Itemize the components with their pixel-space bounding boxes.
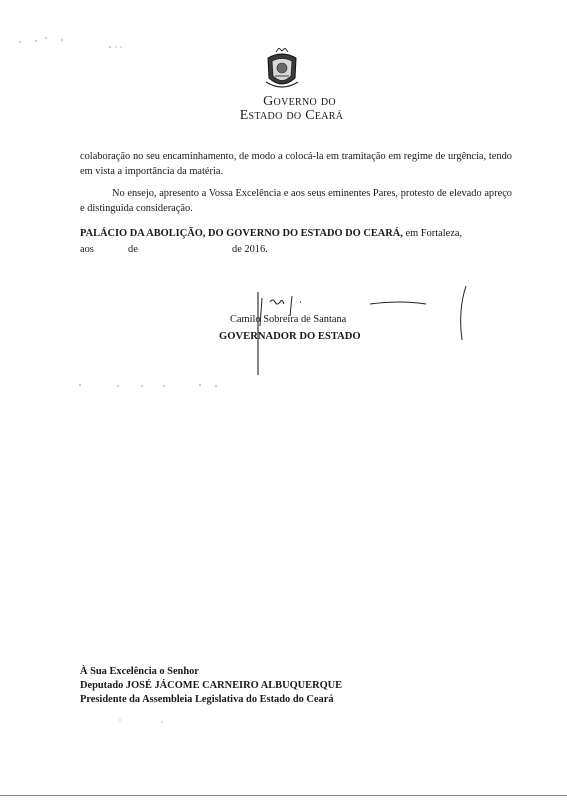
signatory-title: GOVERNADOR DO ESTADO [219, 331, 361, 342]
government-header-line1: Governo do [263, 94, 336, 109]
handwritten-signature [200, 280, 500, 375]
body-paragraph-1: colaboração no seu encaminhamento, de modo a colocá-la em tramitação em regime de urgência, tendo em vista a importância da matéria. [80, 151, 512, 177]
date-year: de 2016. [232, 244, 268, 255]
government-header-line2: Estado do Ceará [239, 108, 344, 123]
recipient-position: Presidente da Assembleia Legislativa do Estado do Ceará [80, 694, 334, 705]
date-aos: aos [80, 244, 94, 255]
bottom-rule [0, 795, 567, 796]
state-coat-of-arms-icon [262, 48, 302, 92]
signatory-name: Camilo Sobreira de Santana [230, 314, 347, 325]
closing-place-rest: em Fortaleza, [402, 228, 463, 239]
recipient-salutation: À Sua Excelência o Senhor [80, 666, 199, 677]
date-de: de [128, 244, 138, 255]
closing-paragraph [80, 226, 512, 241]
recipient-name: Deputado JOSÉ JÁCOME CARNEIRO ALBUQUERQUE [80, 680, 343, 691]
body-paragraph-2: No ensejo, apresento a Vossa Excelência e aos seus eminentes Pares, protesto de elevado apreço e distinguida consideração. [80, 188, 512, 214]
closing-place-bold: PALÁCIO DA ABOLIÇÃO, DO GOVERNO DO ESTADO DO CEARÁ, [80, 228, 403, 239]
